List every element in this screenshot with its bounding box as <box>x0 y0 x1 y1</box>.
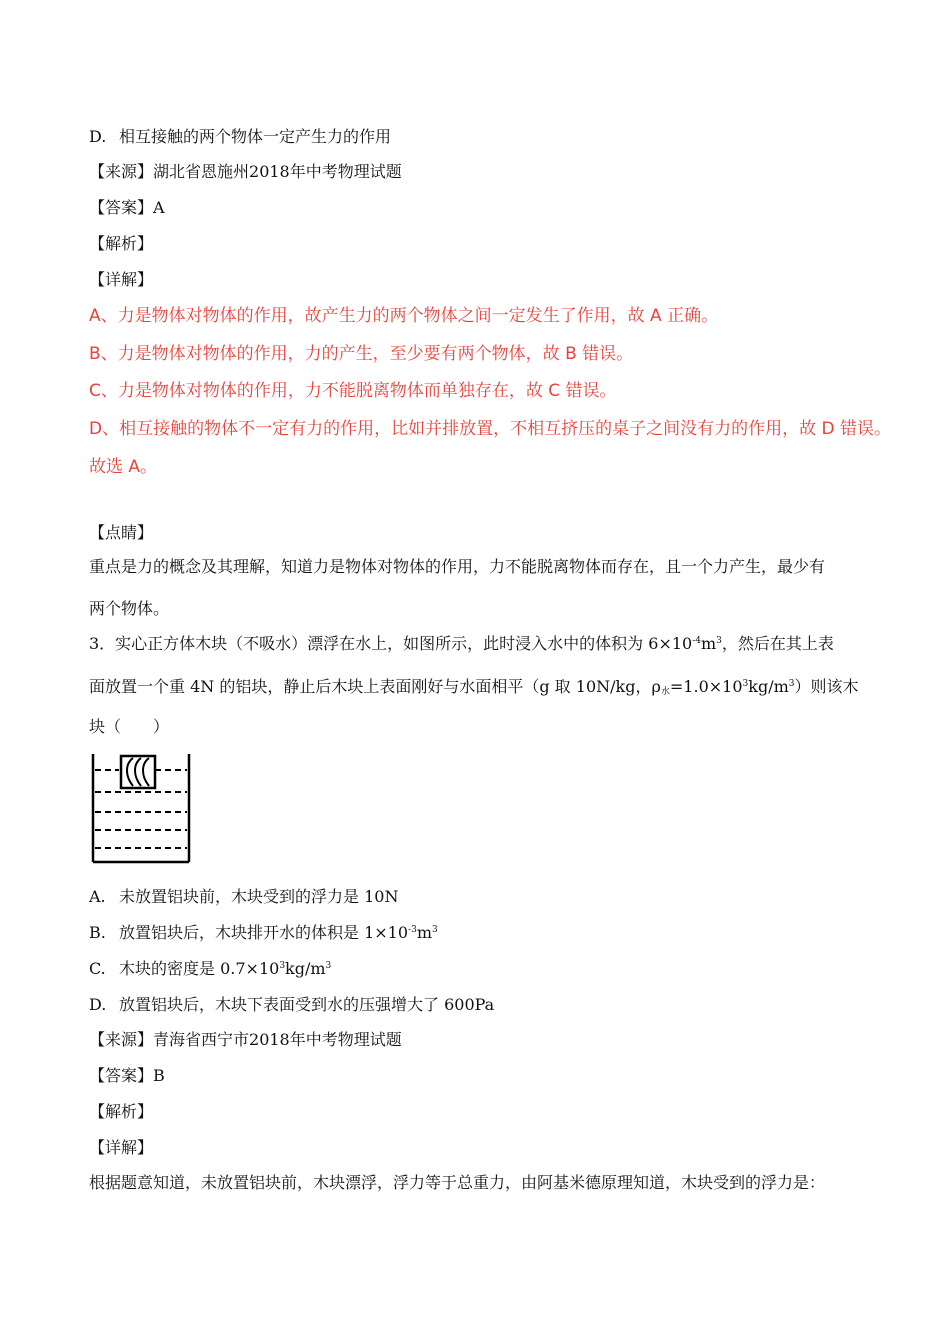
exponent: 3 <box>279 961 286 971</box>
stem-text: 3．实心正方体木块（不吸水）漂浮在水上，如图所示，此时浸入水中的体积为 6×10 <box>89 634 693 653</box>
q3-analysis-label: 【解析】 <box>89 1102 154 1121</box>
option-text: 放置铝块后，木块排开水的体积是 1×10 <box>119 923 409 942</box>
option-letter: C. <box>89 959 106 978</box>
option-text: 放置铝块后，木块下表面受到水的压强增大了 600Pa <box>119 995 495 1014</box>
stem-text: ）则该木 <box>794 677 859 696</box>
q3-option-c <box>89 958 331 980</box>
q2-analysis-label: 【解析】 <box>89 234 154 253</box>
exponent: 3 <box>716 636 722 646</box>
option-text: kg/m <box>285 959 326 978</box>
q3-stem-line-1 <box>89 633 834 655</box>
q2-detail-line: 故选 A。 <box>89 457 158 477</box>
q2-option-d <box>89 126 391 148</box>
stem-text: kg/m <box>748 677 789 696</box>
q2-comment-label: 【点睛】 <box>89 523 154 542</box>
option-letter: D. <box>89 995 107 1014</box>
q2-answer <box>89 197 165 219</box>
option-letter: A. <box>89 887 106 906</box>
option-text: m <box>416 923 432 942</box>
stem-text: m <box>701 634 717 653</box>
option-letter: B. <box>89 923 106 942</box>
exponent: 3 <box>788 679 795 689</box>
q2-comment-line: 两个物体。 <box>89 599 170 618</box>
q3-option-a <box>89 886 398 908</box>
source-label: 【来源】 <box>89 1030 154 1049</box>
q3-detail-label: 【详解】 <box>89 1138 154 1157</box>
exponent: -4 <box>692 636 701 646</box>
q3-option-d <box>89 994 494 1016</box>
exponent: 3 <box>432 925 438 935</box>
option-text: 相互接触的两个物体一定产生力的作用 <box>119 127 392 146</box>
stem-text: ，然后在其上表 <box>721 634 834 653</box>
floating-block-figure <box>89 750 199 866</box>
answer-text: A <box>153 198 165 217</box>
source-text: 湖北省恩施州2018年中考物理试题 <box>153 162 402 181</box>
q2-detail-label: 【详解】 <box>89 270 154 289</box>
exponent: 3 <box>742 679 749 689</box>
source-text: 青海省西宁市2018年中考物理试题 <box>153 1030 402 1049</box>
stem-text: 面放置一个重 4N 的铝块，静止后木块上表面刚好与水面相平（g 取 10N/kg，ρ <box>89 677 661 696</box>
stem-text: =1.0×10 <box>669 677 743 696</box>
answer-label: 【答案】 <box>89 1066 154 1085</box>
option-text: 木块的密度是 0.7×10 <box>119 959 280 978</box>
subscript: 水 <box>660 687 670 697</box>
q2-comment-line: 重点是力的概念及其理解，知道力是物体对物体的作用，力不能脱离物体而存在，且一个力产生，最少有 <box>89 557 826 576</box>
q3-stem-line-3: 块（ ） <box>89 717 170 736</box>
q2-detail-line: D、相互接触的物体不一定有力的作用，比如并排放置，不相互挤压的桌子之间没有力的作用，故 D 错误。 <box>89 419 891 439</box>
q2-source <box>89 161 402 183</box>
q3-option-b <box>89 922 438 944</box>
source-label: 【来源】 <box>89 162 154 181</box>
q3-detail-line: 根据题意知道，未放置铝块前，木块漂浮，浮力等于总重力，由阿基米德原理知道，木块受到的浮力是： <box>89 1173 826 1192</box>
q3-answer <box>89 1065 165 1087</box>
q2-detail-line: B、力是物体对物体的作用，力的产生，至少要有两个物体，故 B 错误。 <box>89 344 634 364</box>
q2-detail-line: C、力是物体对物体的作用，力不能脱离物体而单独存在，故 C 错误。 <box>89 381 617 401</box>
exponent: -3 <box>408 925 417 935</box>
q3-stem-line-2 <box>89 676 859 698</box>
option-letter: D. <box>89 127 107 146</box>
answer-label: 【答案】 <box>89 198 154 217</box>
exponent: 3 <box>325 961 332 971</box>
option-text: 未放置铝块前，木块受到的浮力是 10N <box>119 887 399 906</box>
q2-detail-line: A、力是物体对物体的作用，故产生力的两个物体之间一定发生了作用，故 A 正确。 <box>89 306 719 326</box>
q3-source <box>89 1029 402 1051</box>
answer-text: B <box>153 1066 165 1085</box>
